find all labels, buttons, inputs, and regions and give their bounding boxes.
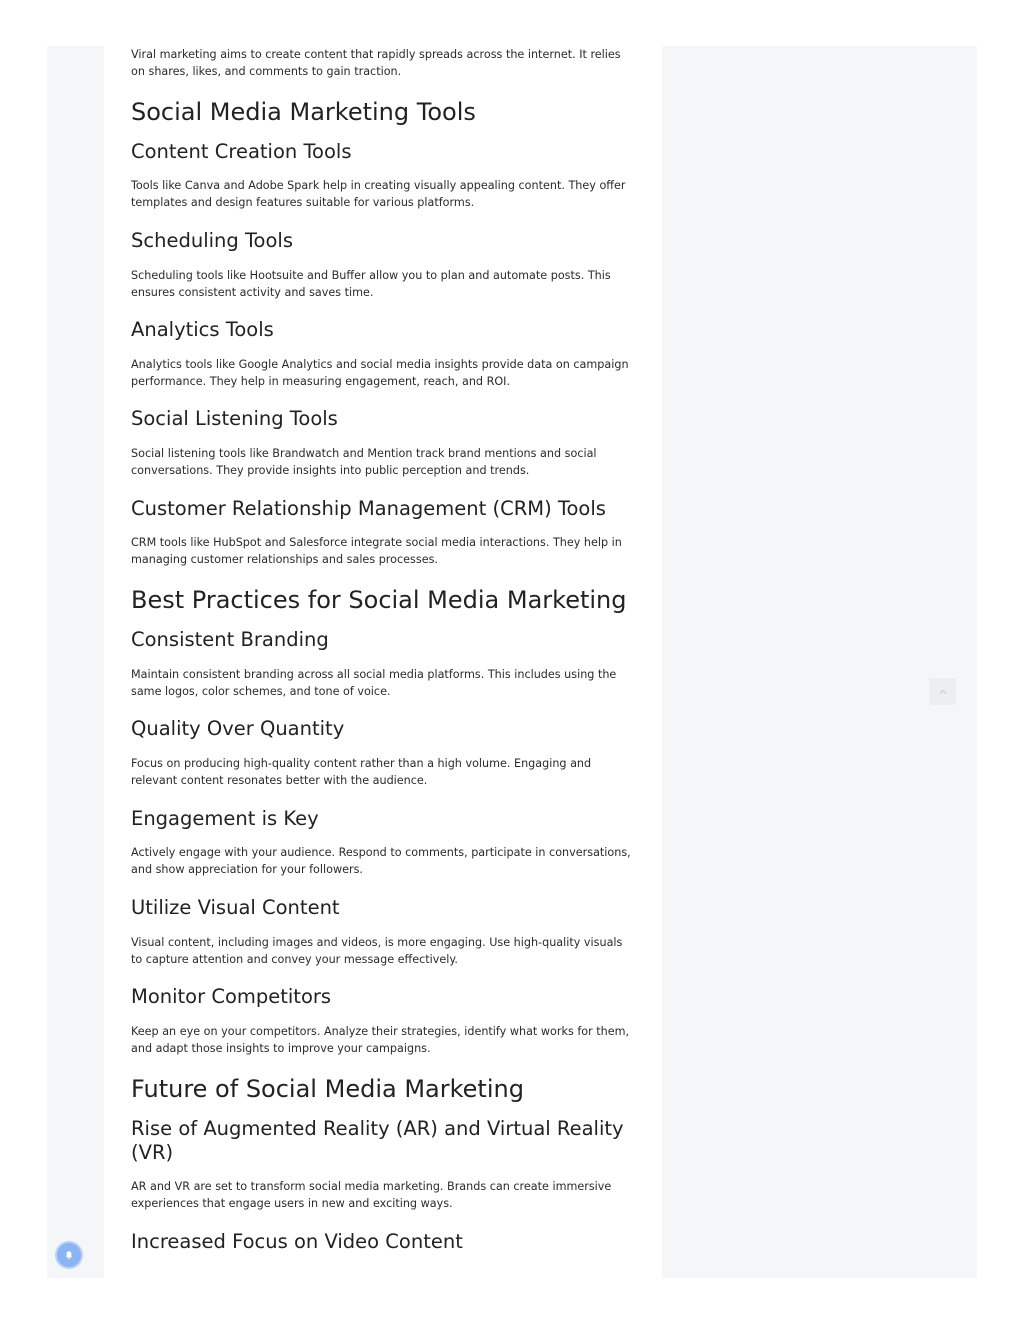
subsection-heading: Rise of Augmented Reality (AR) and Virtual Reality (VR)	[131, 1117, 624, 1164]
subsection-heading: Monitor Competitors	[131, 985, 332, 1008]
subsection-heading: Customer Relationship Management (CRM) Tools	[131, 497, 606, 520]
section-heading-best-practices: Best Practices for Social Media Marketing	[131, 586, 627, 614]
subsection-heading: Consistent Branding	[131, 628, 329, 651]
subsection-text: AR and VR are set to transform social media marketing. Brands can create immersive experiences that engage users in new and exciting ways.	[131, 1180, 612, 1211]
subsection-heading: Content Creation Tools	[131, 140, 352, 163]
chevron-up-icon	[938, 687, 948, 697]
intro-paragraph: Viral marketing aims to create content that rapidly spreads across the internet. It relies on shares, likes, and comments to gain traction.	[131, 48, 621, 79]
subsection-text: Scheduling tools like Hootsuite and Buffer allow you to plan and automate posts. This ensures consistent activity and saves time.	[131, 269, 611, 300]
subsection-heading: Analytics Tools	[131, 318, 274, 341]
bell-icon	[64, 1250, 74, 1260]
subsection-text: Tools like Canva and Adobe Spark help in creating visually appealing content. They offer templates and design features suitable for various platforms.	[131, 179, 626, 210]
subsection-text: Keep an eye on your competitors. Analyze their strategies, identify what works for them, and adapt those insights to improve your campaigns.	[131, 1025, 630, 1056]
subsection-heading: Quality Over Quantity	[131, 717, 345, 740]
notification-bell-button[interactable]	[57, 1243, 81, 1267]
subsection-text: Actively engage with your audience. Respond to comments, participate in conversations, and show appreciation for your followers.	[131, 846, 631, 877]
subsection-text: Social listening tools like Brandwatch and Mention track brand mentions and social conversations. They provide insights into public perception and trends.	[131, 447, 597, 478]
subsection-heading: Increased Focus on Video Content	[131, 1230, 463, 1253]
subsection-heading: Scheduling Tools	[131, 229, 293, 252]
scroll-to-top-button[interactable]	[929, 678, 956, 705]
subsection-text: Analytics tools like Google Analytics and social media insights provide data on campaign performance. They help in measuring engagement, reach, and ROI.	[131, 358, 629, 389]
subsection-text: Maintain consistent branding across all social media platforms. This includes using the same logos, color schemes, and tone of voice.	[131, 668, 617, 699]
subsection-text: Focus on producing high-quality content rather than a high volume. Engaging and relevant content resonates better with the audience.	[131, 757, 592, 788]
subsection-heading: Social Listening Tools	[131, 407, 338, 430]
subsection-text: Visual content, including images and videos, is more engaging. Use high-quality visuals to capture attention and convey your message effectively.	[131, 936, 623, 967]
subsection-heading: Engagement is Key	[131, 807, 319, 830]
subsection-heading: Utilize Visual Content	[131, 896, 340, 919]
article	[104, 46, 662, 1278]
section-heading-tools: Social Media Marketing Tools	[131, 98, 476, 126]
subsection-text: CRM tools like HubSpot and Salesforce integrate social media interactions. They help in managing customer relationships and sales processes.	[131, 536, 622, 567]
page-frame	[47, 46, 977, 1278]
section-heading-future: Future of Social Media Marketing	[131, 1075, 524, 1103]
